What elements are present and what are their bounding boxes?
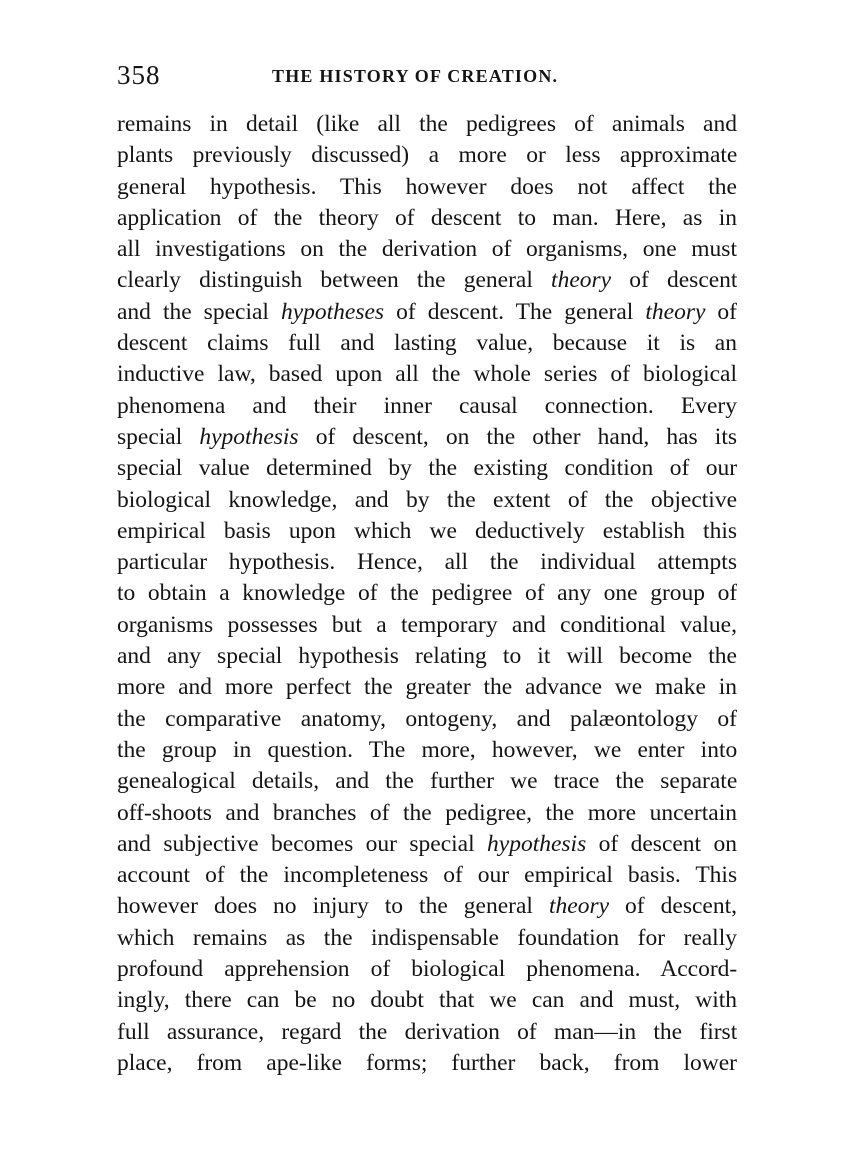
text-line bbox=[117, 297, 737, 328]
text-line bbox=[117, 672, 737, 703]
text-line bbox=[117, 954, 737, 985]
text-run: plants previously discussed) a more or less approximate bbox=[117, 142, 737, 169]
running-title: THE HISTORY OF CREATION. bbox=[272, 66, 559, 86]
text-run: and the special bbox=[117, 298, 281, 325]
text-run: profound apprehension of biological phenomena. Accord- bbox=[117, 956, 737, 983]
text-line bbox=[117, 923, 737, 954]
text-run: which remains as the indispensable foundation for really bbox=[117, 924, 737, 951]
italic-word: hypothesis bbox=[487, 830, 587, 857]
text-run: application of the theory of descent to man. Here, as in bbox=[117, 204, 737, 231]
text-run: empirical basis upon which we deductively establish this bbox=[117, 517, 737, 544]
italic-word: hypothesis bbox=[199, 423, 299, 450]
text-run: of descent. The general bbox=[384, 298, 646, 325]
text-run: genealogical details, and the further we trace the separate bbox=[117, 768, 737, 795]
text-line bbox=[117, 891, 737, 922]
text-run: off-shoots and branches of the pedigree, the more uncertain bbox=[117, 799, 737, 826]
text-line bbox=[117, 485, 737, 516]
text-line bbox=[117, 860, 737, 891]
text-line bbox=[117, 1017, 737, 1048]
text-run: all investigations on the derivation of organisms, one must bbox=[117, 236, 737, 263]
text-line bbox=[117, 735, 737, 766]
text-line bbox=[117, 234, 737, 265]
text-line bbox=[117, 766, 737, 797]
text-line bbox=[117, 641, 737, 672]
text-run: remains in detail (like all the pedigrees of animals and bbox=[117, 111, 737, 137]
text-run: and any special hypothesis relating to it will become the bbox=[117, 643, 737, 670]
text-run: ingly, there can be no doubt that we can and must, with bbox=[117, 987, 737, 1014]
text-line bbox=[117, 391, 737, 422]
text-run: of descent on bbox=[586, 830, 737, 857]
text-line bbox=[117, 109, 737, 140]
italic-word: theory bbox=[645, 298, 706, 325]
text-line bbox=[117, 610, 737, 641]
text-run: inductive law, based upon all the whole series of biological bbox=[117, 361, 737, 388]
page-number: 358 bbox=[117, 60, 161, 90]
text-line bbox=[117, 798, 737, 829]
text-run: descent claims full and lasting value, because it is an bbox=[117, 330, 737, 357]
text-run: special value determined by the existing condition of our bbox=[117, 455, 737, 482]
text-run: to obtain a knowledge of the pedigree of any one group of bbox=[117, 580, 737, 607]
text-run: the group in question. The more, however, we enter into bbox=[117, 736, 737, 763]
text-line bbox=[117, 453, 737, 484]
text-line bbox=[117, 704, 737, 735]
text-run: more and more perfect the greater the advance we make in bbox=[117, 674, 737, 701]
text-run: phenomena and their inner causal connection. Every bbox=[117, 392, 737, 419]
text-run: place, from ape-like forms; further back, from lower bbox=[117, 1049, 737, 1076]
italic-word: theory bbox=[548, 893, 610, 920]
text-line bbox=[117, 328, 737, 359]
text-run: the comparative anatomy, ontogeny, and palæontology of bbox=[117, 705, 737, 732]
text-run: and subjective becomes our special bbox=[117, 830, 488, 857]
text-line bbox=[117, 172, 737, 203]
text-run: special bbox=[117, 423, 200, 450]
text-run: particular hypothesis. Hence, all the individual attempts bbox=[117, 549, 737, 576]
text-line bbox=[117, 547, 737, 578]
text-line bbox=[117, 203, 737, 234]
text-run: of descent, on the other hand, has its bbox=[298, 423, 737, 450]
text-run: of bbox=[705, 298, 737, 325]
text-line bbox=[117, 516, 737, 547]
text-line bbox=[117, 985, 737, 1016]
body-text bbox=[117, 109, 737, 1079]
text-run: full assurance, regard the derivation of man—in the first bbox=[117, 1018, 737, 1045]
text-line bbox=[117, 578, 737, 609]
text-run: organisms possesses but a temporary and conditional value, bbox=[117, 611, 737, 638]
italic-word: hypotheses bbox=[280, 298, 385, 325]
text-run: account of the incompleteness of our empirical basis. This bbox=[117, 862, 737, 889]
text-line bbox=[117, 829, 737, 860]
text-line bbox=[117, 140, 737, 171]
text-run: general hypothesis. This however does not affect the bbox=[117, 173, 737, 200]
text-run: of descent, bbox=[609, 893, 737, 920]
italic-word: theory bbox=[551, 267, 612, 294]
text-run: clearly distinguish between the general bbox=[117, 267, 552, 294]
text-run: of descent bbox=[611, 267, 737, 294]
text-run: however does no injury to the general bbox=[117, 893, 549, 920]
text-line bbox=[117, 265, 737, 296]
text-run: biological knowledge, and by the extent of the objective bbox=[117, 486, 737, 513]
text-line bbox=[117, 422, 737, 453]
text-line bbox=[117, 359, 737, 390]
running-head bbox=[117, 58, 737, 92]
text-line bbox=[117, 1048, 737, 1079]
